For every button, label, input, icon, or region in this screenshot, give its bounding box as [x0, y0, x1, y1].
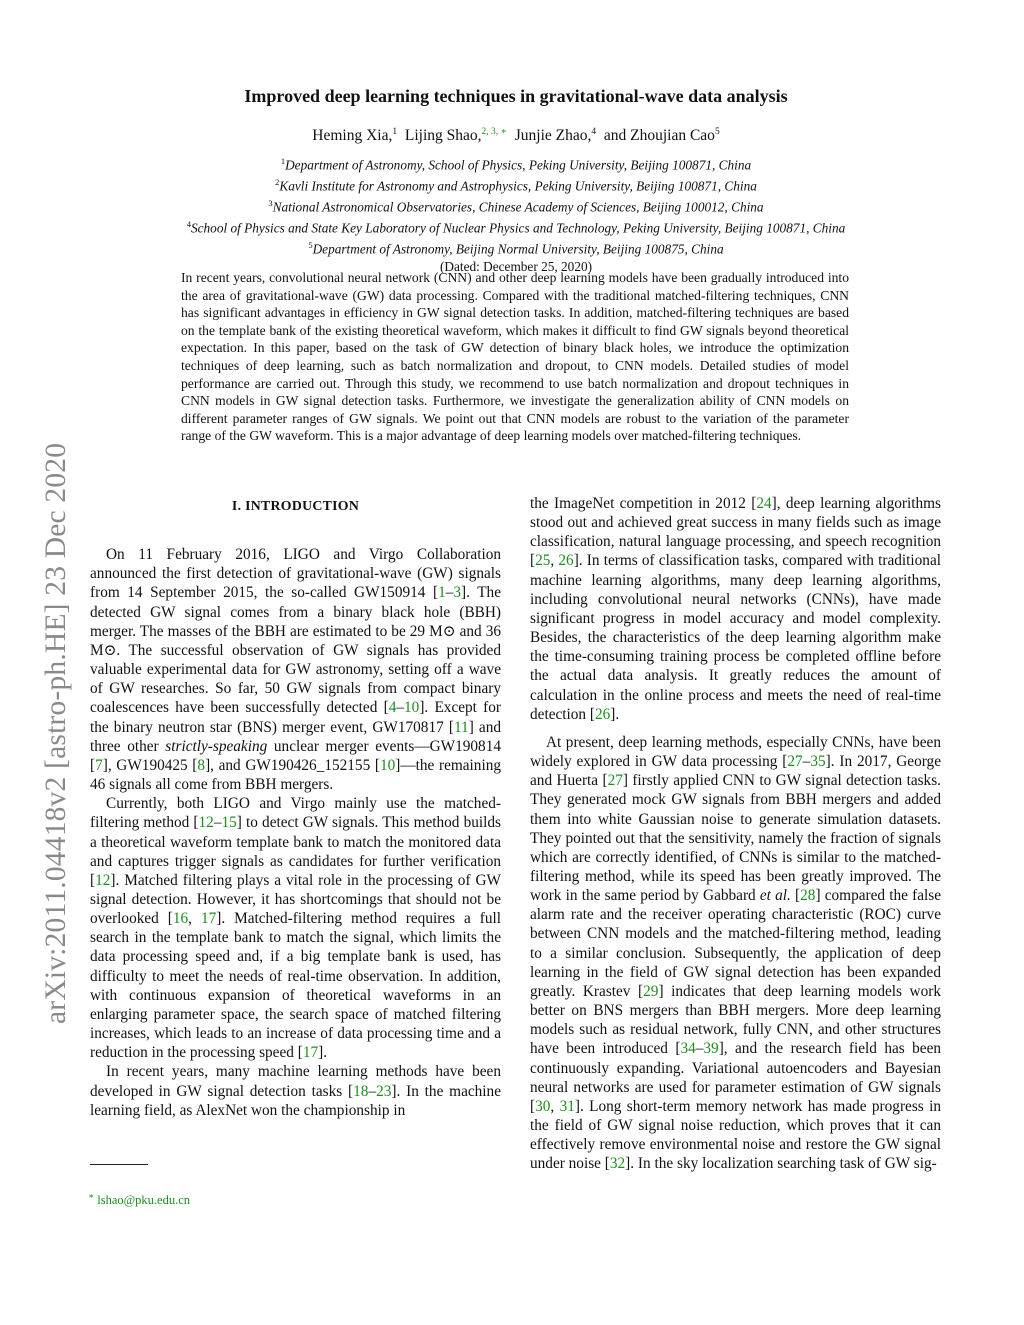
italic-text: et al. [759, 887, 791, 905]
author-affil-mark: 5 [714, 127, 720, 137]
paper-title: Improved deep learning techniques in gravitational-wave data analysis [244, 86, 788, 106]
affiliation-mark: 3 [268, 198, 273, 209]
body-text: Currently, both LIGO and Virgo mainly use the matched-filtering method [ [90, 795, 501, 832]
body-text: the ImageNet competition in 2012 [ [530, 495, 757, 512]
body-text: ], and GW190426_152155 [ [205, 756, 380, 774]
citation-link[interactable]: 10 [379, 756, 396, 774]
author-affil-mark[interactable]: 2, 3, ∗ [481, 127, 507, 137]
body-text: ] to detect GW signals. This method builds a theoretical waveform template bank to match the monitored data and captures trigger signals as candidates for further verification [ [90, 814, 501, 889]
body-text: , [550, 1097, 560, 1115]
affiliation-mark: 5 [308, 240, 313, 251]
author-and: and [603, 127, 627, 145]
author-email-link[interactable]: lshao@pku.edu.cn [97, 1193, 190, 1208]
paragraph [90, 1062, 501, 1119]
body-text: – [695, 1040, 704, 1058]
body-text: – [368, 1082, 377, 1100]
citation-link[interactable]: 23 [376, 1082, 392, 1100]
body-text: In recent years, many machine learning methods have been developed in GW signal detection tasks [ [90, 1063, 501, 1100]
body-text: [ [790, 887, 801, 905]
dated-line: (Dated: December 25, 2020) [439, 259, 593, 275]
affiliation-text: National Astronomical Observatories, Chinese Academy of Sciences, Beijing 100012, China [272, 199, 764, 215]
left-column [90, 494, 501, 1120]
body-text: ]. In terms of classification tasks, compared with traditional machine learning algorithms, many deep learning algorithms, including convolutional neural networks (CNNs), have made significant progress in model accuracy and model complexity. Besides, the characteristics of the deep learning algorithm make the time-consuming training process be completed offline before the actual data analysis. It greatly reduces the amount of calculation in the online process and meets the need of real-time detection [ [530, 552, 941, 723]
citation-link[interactable]: 16 [172, 910, 189, 928]
body-text: ]. In the machine learning field, as AlexNet won the championship in [90, 1082, 501, 1119]
body-text: ]—the remaining 46 signals all come from BBH mergers. [90, 756, 501, 794]
citation-link[interactable]: 26 [558, 552, 574, 570]
body-text: ], GW190425 [ [102, 756, 198, 774]
body-text: – [445, 584, 454, 602]
body-text: ], and the research field has been continuously expanding. Variational autoencoders and Bayesian neural networks are used for parameter estimation of GW signals [ [530, 1040, 942, 1115]
citation-link[interactable]: 15 [221, 814, 237, 832]
author-name: Heming Xia, [312, 127, 393, 145]
body-text: ]. Except for the binary neutron star (BNS) merger event, GW170817 [ [90, 699, 501, 736]
author-affil-mark: 4 [591, 127, 597, 137]
citation-link[interactable]: 17 [302, 1044, 319, 1062]
citation-link[interactable]: 8 [197, 756, 206, 774]
citation-link[interactable]: 17 [200, 910, 217, 928]
body-text: On 11 February 2016, LIGO and Virgo Collaboration announced the first detection of gravitational-wave (GW) signals from 14 September 2015, the so-called GW150914 [ [90, 546, 501, 602]
citation-link[interactable]: 3 [453, 584, 462, 602]
body-text: , [550, 552, 559, 570]
citation-link[interactable]: 39 [703, 1040, 719, 1058]
citation-link[interactable]: 12 [95, 871, 111, 889]
citation-link[interactable]: 12 [198, 814, 214, 832]
affiliation-text: Department of Astronomy, Beijing Normal University, Beijing 100875, China [312, 241, 724, 257]
body-text: ]. [318, 1044, 328, 1062]
body-text: ]. In the sky localization searching task of GW sig- [625, 1155, 937, 1173]
author-name: Lijing Shao, [404, 127, 482, 145]
section-heading: I. INTRODUCTION [231, 498, 360, 513]
body-text: , [188, 910, 201, 928]
body-text: ]. Long short-term memory network has made progress in the field of GW signal noise reduction, which proves that it can effectively remove environmental noise and restore the GW signal under noise [ [530, 1097, 941, 1173]
italic-text: strictly-speaking [165, 737, 268, 755]
citation-link[interactable]: 4 [388, 699, 397, 717]
body-text: – [802, 753, 811, 771]
citation-link[interactable]: 26 [594, 705, 611, 723]
body-text: unclear merger events—GW190814 [ [90, 737, 501, 774]
citation-link[interactable]: 32 [609, 1155, 626, 1173]
body-text: ] indicates that deep learning models work better on BNS mergers than BBH mergers. More deep learning models such as residual network, fully CNN, and other structures have been introduced [ [530, 982, 942, 1058]
body-text: At present, deep learning methods, especially CNNs, have been widely explored in GW data processing [ [530, 733, 941, 771]
citation-link[interactable]: 35 [810, 753, 826, 771]
body-text: ]. Matched-filtering method requires a full search in the template bank to match the signal, which limits the data processing speed and, if a big template bank is used, has difficulty to meet the needs of real-time observation. In addition, with continuous expansion of theoretical waveforms in an enlarging parameter space, the search space of matched filtering increases, which leads to an increase of data processing time and a reduction in the processing speed [ [90, 910, 502, 1062]
paragraph [90, 794, 501, 1062]
paragraph [90, 545, 501, 794]
citation-link[interactable]: 18 [353, 1082, 369, 1100]
body-text: ] firstly applied CNN to GW signal detection tasks. They generated mock GW signals from BBH mergers and added them into white Gaussian noise to generate simulation datasets. They pointed out that the sensitivity, namely the fraction of signals which are correctly identified, of CNNs is similar to the matched-filtering method, while its speed has been greatly improved. The work in the same period by Gabbard [530, 772, 941, 905]
affiliation-mark: 1 [280, 156, 286, 166]
affiliation [100, 174, 932, 195]
body-text: ], deep learning algorithms stood out and achieved great success in many fields such as image classification, natural language processing, and speech recognition [ [530, 495, 941, 570]
body-text: ] and three other [90, 718, 501, 755]
affiliation-mark: 4 [186, 219, 191, 230]
affiliation [100, 237, 932, 258]
abstract: In recent years, convolutional neural network (CNN) and other deep learning models have been gradually introduced into the area of gravitational-wave (GW) data processing. Compared with the traditional matched-filtering techniques, CNN has significant advantages in efficiency in GW signal detection tasks. In addition, matched-filtering techniques are based on the template bank of the existing theoretical waveform, which makes it difficult to find GW signals beyond theoretical expectation. In this paper, based on the task of GW detection of binary black holes, we introduce the optimization techniques of deep learning, such as batch normalization and dropout, to CNN models. Detailed studies of model performance are carried out. Through this study, we recommend to use batch normalization and dropout techniques in CNN models in GW signal detection tasks. Furthermore, we investigate the generalization ability of CNN models on different parameter ranges of GW signals. We point out that CNN models are robust to the variation of the parameter range of the GW waveform. This is a major advantage of deep learning models over matched-filtering techniques. [181, 270, 849, 444]
body-text: ]. [610, 705, 620, 723]
citation-link[interactable]: 31 [559, 1097, 575, 1115]
citation-link[interactable]: 25 [535, 552, 551, 570]
body-text: ]. In 2017, George and Huerta [ [530, 753, 941, 790]
affiliation [100, 153, 932, 174]
citation-link[interactable]: 29 [643, 982, 659, 1000]
citation-link[interactable]: 27 [787, 753, 803, 771]
paragraph [530, 733, 941, 1174]
citation-link[interactable]: 30 [535, 1097, 551, 1115]
paragraph [530, 494, 941, 724]
body-text: ] compared the false alarm rate and the receiver operating characteristic (ROC) curve between CNN models and the matched-filtering method, leading to a similar conclusion. Subsequently, the application of deep learning in the field of GW signal detection has been expanded greatly. Krastev [ [530, 887, 942, 1000]
body-text: – [396, 699, 405, 717]
author-list [100, 126, 932, 145]
arxiv-identifier: arXiv:2011.04418v2 [astro-ph.HE] 23 Dec 2020 [40, 442, 72, 1024]
author-name: Zhoujian Cao [630, 127, 715, 145]
affiliation-text: Department of Astronomy, School of Physics, Peking University, Beijing 100871, China [285, 157, 752, 173]
author-name: Junjie Zhao, [514, 127, 592, 145]
affiliation-list [100, 153, 932, 276]
citation-link[interactable]: 24 [756, 495, 772, 512]
citation-link[interactable]: 11 [453, 718, 469, 736]
affiliation-text: School of Physics and State Key Laboratory of Nuclear Physics and Technology, Peking University, Beijing 100871, China [190, 220, 846, 236]
footnote-rule [90, 1164, 148, 1165]
footnote-mark: ∗ [88, 1191, 95, 1201]
affiliation-mark: 2 [275, 177, 280, 188]
footnote [88, 1191, 190, 1208]
citation-link[interactable]: 1 [438, 584, 446, 602]
citation-link[interactable]: 34 [680, 1040, 696, 1058]
body-text: ]. Matched filtering plays a vital role in the processing of GW signal detection. However, it has shortcomings that should not be overlooked [ [90, 871, 501, 928]
body-text: ]. The detected GW signal comes from a binary black hole (BBH) merger. The masses of the BBH are estimated to be 29 M⊙ and 36 M⊙. The successful observation of GW signals has provided valuable experimental data for GW astronomy, setting off a wave of GW researches. So far, 50 GW signals from compact binary coalescences have been successfully detected [ [90, 584, 501, 717]
citation-link[interactable]: 10 [404, 699, 420, 717]
citation-link[interactable]: 7 [95, 756, 103, 774]
body-text: – [213, 814, 222, 832]
author-affil-mark: 1 [392, 127, 398, 137]
citation-link[interactable]: 27 [607, 772, 623, 790]
affiliation-text: Kavli Institute for Astronomy and Astrophysics, Peking University, Beijing 100871, China [279, 178, 757, 194]
affiliation [100, 216, 932, 237]
citation-link[interactable]: 28 [800, 887, 816, 905]
right-column [530, 494, 941, 1173]
affiliation [100, 195, 932, 216]
